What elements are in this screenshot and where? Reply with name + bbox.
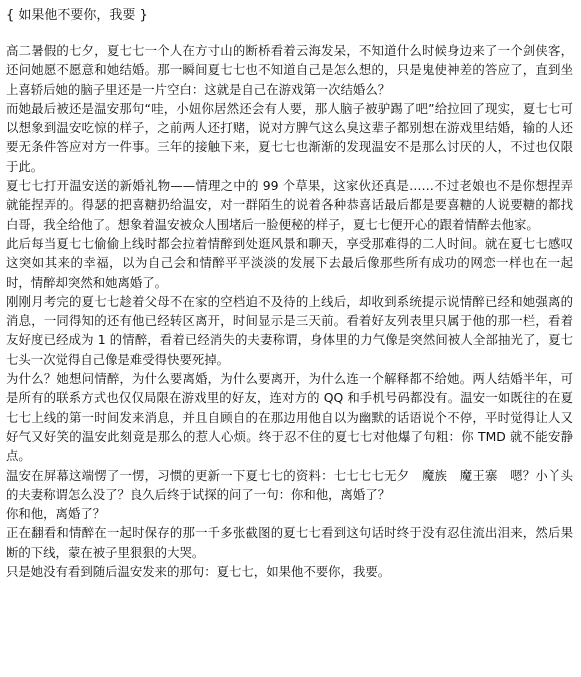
paragraph: 为什么？她想问情醉，为什么要离婚，为什么要离开，为什么连一个解释都不给她。两人结婚半年，可是所有的联系方式也仅仅局限在游戏里的好友，连对方的 QQ 和手机号码都没有。温安一如既往的在夏七七上线的第一时间发来消息，并且自顾自的在那边用他自以为幽默的话语说个不停，平时觉得让人又好气又好笑的温安此刻竟是那么的惹人心烦。终于忍不住的夏七七对他爆了句粗：你 TMD 就不能安静点。 [6, 371, 573, 464]
paragraph: 而她最后被还是温安那句“哇，小妞你居然还会有人要，那人脑子被驴踢了吧”给拉回了现实，夏七七可以想象到温安吃惊的样子，之前两人还打赌，说对方脾气这么臭这辈子都别想在游戏里结婚，输的人还要无条件答应对方一件事。三年的接触下来，夏七七也渐渐的发现温安不是那么讨厌的人，不过也仅限于此。 [6, 100, 573, 174]
paragraph: 夏七七打开温安送的新婚礼物——情理之中的 99 个草果，这家伙还真是……不过老娘也不是你想捏弄就能捏弄的。得瑟的把喜糖扔给温安，对一群陌生的说着各种恭喜话最后都是要喜糖的人说要糖的都找白哥，我全给他了。想象着温安被众人围堵后一脸便秘的样子，夏七七便开心的跟着情醉去他家。 [6, 178, 573, 232]
paragraph: 温安在屏幕这端愣了一愣，习惯的更新一下夏七七的资料：七七七七无夕 魔族 魔王寨 嗯？小丫头的夫妻称谓怎么没了？良久后终于试探的问了一句：你和他，离婚了？ [6, 467, 573, 502]
paragraph: 此后每当夏七七偷偷上线时都会拉着情醉到处逛风景和聊天，享受那难得的二人时间。就在夏七七感叹这突如其来的幸福，以为自己会和情醉平平淡淡的发展下去最后像那些所有成功的网恋一样也在一起时，情醉却突然和她离婚了。 [6, 235, 573, 290]
paragraph: 只是她没有看到随后温安发来的那句：夏七七，如果他不要你，我要。 [6, 564, 391, 580]
paragraph: 刚刚月考完的夏七七趁着父母不在家的空档迫不及待的上线后，却收到系统提示说情醉已经和她强离的消息，一同得知的还有他已经转区离开，时间显示是三天前。看着好友列表里只属于他的那一栏，看着友好度已经成为 1 的情醉，看着已经消失的夫妻称谓，身体里的力气像是突然间被人全部抽光了，夏七七头一次觉得自己像是难受得快要死掉。 [6, 293, 573, 367]
paragraph: 高二暑假的七夕，夏七七一个人在方寸山的断桥看着云海发呆，不知道什么时候身边来了一个剑侠客，还问她愿不愿意和她结婚。那一瞬间夏七七也不知道自己是怎么想的，只是鬼使神差的答应了，直到坐上喜轿后她的脑子里还是一片空白：这就是自己在游戏第一次结婚么？ [6, 43, 573, 97]
document-title: { 如果他不要你，我要 } [6, 8, 148, 23]
paragraph: 你和他，离婚了？ [6, 506, 106, 522]
paragraph: 正在翻看和情醉在一起时保存的那一千多张截图的夏七七看到这句话时终于没有忍住流出泪来，然后果断的下线，蒙在被子里狠狠的大哭。 [6, 525, 573, 560]
